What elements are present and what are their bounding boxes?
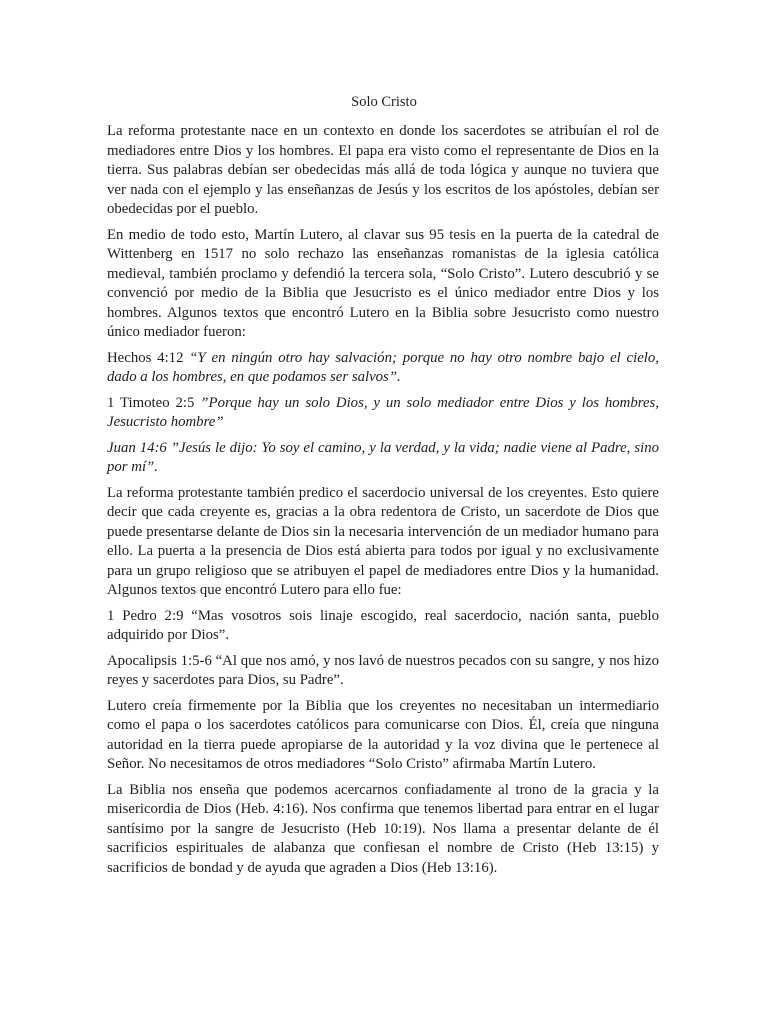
paragraph-text: 1 Pedro 2:9 “Mas vosotros sois linaje escogido, real sacerdocio, nación santa, pueblo adquirido por Dios”.: [107, 607, 659, 643]
paragraph-2: [107, 226, 659, 343]
verse-reference: 1 Timoteo 2:5: [107, 394, 201, 411]
paragraph-text: Apocalipsis 1:5-6 “Al que nos amó, y nos lavó de nuestros pecados con su sangre, y nos hizo reyes y sacerdotes para Dios, su Padre”.: [107, 652, 659, 688]
verse-apocalipsis: [107, 652, 659, 691]
verse-timoteo: [107, 394, 659, 433]
paragraph-3: [107, 484, 659, 601]
verse-juan: [107, 439, 659, 478]
verse-reference: Hechos 4:12: [107, 349, 190, 366]
verse-pedro: [107, 607, 659, 646]
paragraph-text: La reforma protestante nace en un contexto en donde los sacerdotes se atribuían el rol de mediadores entre Dios y los hombres. El papa era visto como el representante de Dios en la tierra. Sus palabras debían ser obedecidas más allá de toda lógica y aunque no tuviera que ver nada con el ejemplo y las enseñanzas de Jesús y los escritos de los apóstoles, debían ser obedecidas por el pueblo.: [107, 123, 659, 217]
verse-quote: “Y en ningún otro hay salvación; porque no hay otro nombre bajo el cielo, dado a los hombres, en que podamos ser salvos”.: [107, 349, 659, 385]
paragraph-text: Lutero creía firmemente por la Biblia que los creyentes no necesitaban un intermediario como el papa o los sacerdotes católicos para comunicarse con Dios. Él, creía que ninguna autoridad en la tierra puede apropiarse de la autoridad y la voz divina que le pertenece al Señor. No necesitamos de otros mediadores “Solo Cristo” afirmaba Martín Lutero.: [107, 697, 659, 772]
paragraph-4: [107, 697, 659, 775]
verse-quote: Juan 14:6 ”Jesús le dijo: Yo soy el camino, y la verdad, y la vida; nadie viene al Padre, sino por mí”.: [107, 439, 659, 475]
paragraph-text: En medio de todo esto, Martín Lutero, al clavar sus 95 tesis en la puerta de la catedral de Wittenberg en 1517 no solo rechazo las enseñanzas romanistas de la iglesia católica medieval, también proclamo y defendió la tercera sola, “Solo Cristo”. Lutero descubrió y se convenció por medio de la Biblia que Jesucristo es el único mediador entre Dios y los hombres. Algunos textos que encontró Lutero en la Biblia sobre Jesucristo como nuestro único mediador fueron:: [107, 226, 659, 340]
verse-hechos: [107, 349, 659, 388]
document-title: Solo Cristo: [351, 94, 417, 110]
paragraph-5: [107, 781, 659, 879]
paragraph-text: La Biblia nos enseña que podemos acercarnos confiadamente al trono de la gracia y la misericordia de Dios (Heb. 4:16). Nos confirma que tenemos libertad para entrar en el lugar santísimo por la sangre de Jesucristo (Heb 10:19). Nos llama a presentar delante de él sacrificios espirituales de alabanza que confiesan el nombre de Cristo (Heb 13:15) y sacrificios de bondad y de ayuda que agraden a Dios (Heb 13:16).: [107, 781, 659, 876]
verse-quote: ”Porque hay un solo Dios, y un solo mediador entre Dios y los hombres, Jesucristo hombre”: [107, 394, 659, 430]
paragraph-1: [107, 122, 659, 220]
paragraph-text: La reforma protestante también predico el sacerdocio universal de los creyentes. Esto quiere decir que cada creyente es, gracias a la obra redentora de Cristo, un sacerdote de Dios que puede presentarse delante de Dios sin la necesaria intervención de un mediador humano para ello. La puerta a la presencia de Dios está abierta para todos por igual y no exclusivamente para un grupo religioso que se atribuyen el papel de mediadores entre Dios y la humanidad. Algunos textos que encontró Lutero para ello fue:: [107, 484, 659, 598]
document-body: [107, 122, 659, 884]
